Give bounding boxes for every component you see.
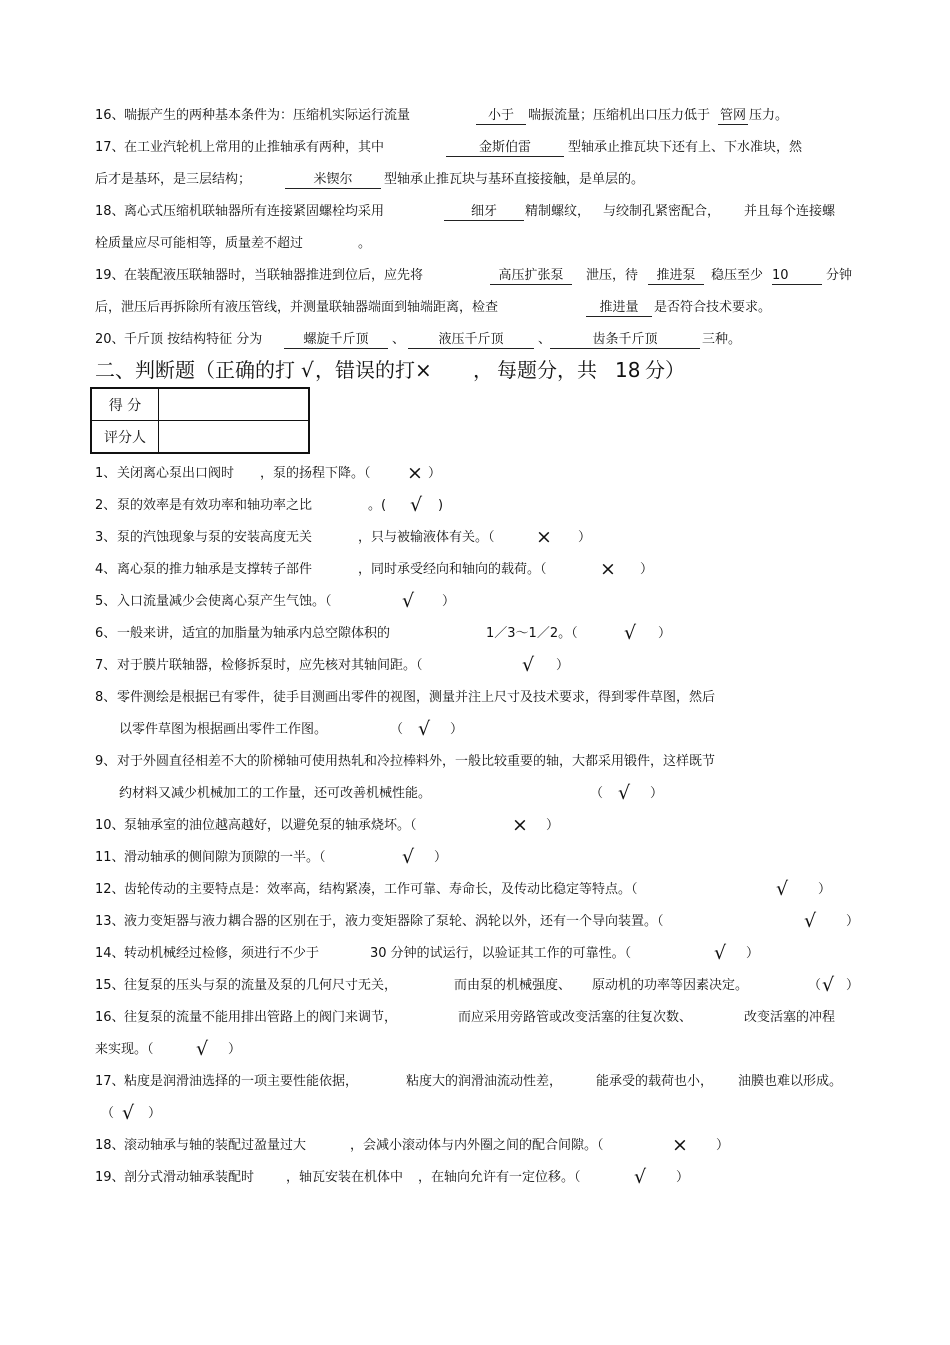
question-text: 喘振流量；压缩机出口压力低于: [528, 108, 711, 123]
question-text: 稳压至少: [711, 268, 764, 283]
grader-label: 评分人: [91, 421, 159, 454]
paren: ）: [846, 914, 860, 929]
answer-mark: √: [196, 1038, 209, 1060]
question-text: 泄压，待: [586, 268, 639, 283]
question-text: 而由泵的机械强度、: [454, 978, 572, 993]
question-text: 是否符合技术要求。: [654, 300, 772, 315]
paren: ）: [556, 658, 570, 673]
heading-text: 分）: [645, 358, 685, 382]
question-text: 栓质量应尽可能相等，质量差不超过: [95, 236, 304, 251]
question-text: 在装配液压联轴器时，当联轴器推进到位后，应先将: [124, 268, 424, 283]
answer-blank: 米锲尔: [285, 171, 381, 189]
item-number: 8、: [95, 690, 117, 705]
grader-cell: [159, 421, 310, 454]
question-text: 泵的汽蚀现象与泵的安装高度无关: [117, 530, 313, 545]
paren: （: [390, 722, 404, 737]
points: 18: [615, 358, 641, 382]
question-text: 改变活塞的冲程: [744, 1010, 836, 1025]
answer-blank: 细牙: [444, 203, 524, 221]
answer-mark: √: [776, 878, 789, 900]
answer-mark: √: [714, 942, 727, 964]
question-text: 约材料又减少机械加工的工作量，还可改善机械性能。: [119, 786, 432, 801]
paren: ）: [450, 722, 464, 737]
question-text: ，会减小滚动体与内外圈之间的配合间隙。（: [350, 1138, 604, 1153]
answer-mark: √: [402, 846, 415, 868]
paren: （: [101, 1106, 115, 1121]
question-text: 千斤顶 按结构特征 分为: [124, 332, 263, 347]
answer-blank: 推进量: [586, 299, 652, 317]
question-text: 油膜也难以形成。: [738, 1074, 843, 1089]
paren: ）: [148, 1106, 162, 1121]
answer-blank: 液压千斤顶: [408, 331, 534, 349]
question-text: 对于膜片联轴器，检修拆泵时，应先核对其轴间距。（: [117, 658, 423, 673]
paren: ): [438, 498, 444, 513]
question-text: 压力。: [749, 108, 789, 123]
item-number: 15、: [95, 978, 125, 993]
answer-mark: √: [522, 654, 535, 676]
paren: ）: [650, 786, 664, 801]
answer-mark: √: [618, 782, 631, 804]
item-number: 4、: [95, 562, 117, 577]
question-text: ，同时承受经向和轴向的载荷。（: [358, 562, 547, 577]
question-text: 往复泵的压头与泵的流量及泵的几何尺寸无关，: [124, 978, 398, 993]
answer-blank: 小于: [476, 107, 526, 125]
question-text: 型轴承止推瓦块下还有上、下水准块，然: [568, 140, 803, 155]
item-number: 11、: [95, 850, 125, 865]
question-text: 来实现。（: [95, 1042, 154, 1057]
item-number: 17、: [95, 1074, 125, 1089]
answer-mark: √: [822, 974, 835, 996]
paren: ）: [746, 946, 760, 961]
answer-mark: ×: [512, 814, 528, 836]
score-label: 得 分: [91, 388, 159, 421]
question-text: 往复泵的流量不能用排出管路上的阀门来调节，: [124, 1010, 398, 1025]
item-number: 16、: [95, 108, 125, 123]
question-text: 后，泄压后再拆除所有液压管线，并测量联轴器端面到轴端距离，检查: [95, 300, 499, 315]
paren: ）: [578, 530, 592, 545]
question-text: 入口流量减少会使离心泵产生气蚀。（: [117, 594, 332, 609]
item-number: 2、: [95, 498, 117, 513]
paren: （: [808, 978, 822, 993]
question-text: 对于外圆直径相差不大的阶梯轴可使用热轧和冷拉棒料外，一般比较重要的轴，大都采用锻件，这样既节: [117, 754, 716, 769]
answer-mark: √: [410, 494, 423, 516]
answer-blank: 金斯伯雷: [446, 139, 564, 157]
question-text: 离心泵的推力轴承是支撑转子部件: [117, 562, 313, 577]
answer-mark: ×: [407, 462, 423, 484]
answer-mark: √: [804, 910, 817, 932]
item-number: 20、: [95, 332, 125, 347]
question-text: 并且每个连接螺: [744, 204, 836, 219]
question-text: 转动机械经过检修，须进行不少于: [124, 946, 320, 961]
question-text: 30 分钟的试运行，以验证其工作的可靠性。（: [370, 946, 632, 961]
item-number: 18、: [95, 204, 125, 219]
question-text: 三种。: [702, 332, 742, 347]
question-text: 以零件草图为根据画出零件工作图。: [119, 722, 328, 737]
question-text: 精制螺纹，: [525, 204, 591, 219]
question-text: 与绞制孔紧密配合，: [603, 204, 721, 219]
answer-mark: ×: [600, 558, 616, 580]
question-text: 粘度是润滑油选择的一项主要性能依据，: [124, 1074, 359, 1089]
score-table: [90, 387, 310, 454]
question-text: 而应采用旁路管或改变活塞的往复次数、: [458, 1010, 693, 1025]
answer-mark: √: [624, 622, 637, 644]
question-text: 喘振产生的两种基本条件为：压缩机实际运行流量: [124, 108, 411, 123]
question-text: ，只与被输液体有关。（: [358, 530, 495, 545]
answer-blank: 10: [772, 267, 822, 285]
question-text: 能承受的载荷也小，: [596, 1074, 714, 1089]
question-text: 关闭离心泵出口阀时: [117, 466, 235, 481]
question-text: 原动机的功率等因素决定。: [592, 978, 749, 993]
heading-text: 二、判断题（正确的打: [95, 358, 295, 382]
paren: ）: [442, 594, 456, 609]
question-text: 一般来讲，适宜的加脂量为轴承内总空隙体积的: [117, 626, 391, 641]
question-text: 后才是基环，是三层结构；: [95, 172, 252, 187]
item-number: 19、: [95, 1170, 125, 1185]
item-number: 5、: [95, 594, 117, 609]
question-text: ，轴瓦安装在机体中: [286, 1170, 404, 1185]
heading-text: 每题分，共: [497, 358, 597, 382]
heading-text: ，: [473, 358, 493, 382]
question-text: 。: [358, 236, 372, 251]
question-text: 、: [538, 332, 552, 347]
question-text: 分钟: [826, 268, 853, 283]
item-number: 1、: [95, 466, 117, 481]
question-text: 型轴承止推瓦块与基环直接接触，是单层的。: [384, 172, 645, 187]
paren: （: [590, 786, 604, 801]
question-text: ，泵的扬程下降。（: [260, 466, 371, 481]
item-number: 16、: [95, 1010, 125, 1025]
paren: ）: [716, 1138, 730, 1153]
answer-blank: 管网: [719, 108, 746, 123]
question-text: 1／3～1／2。（: [486, 626, 578, 641]
question-text: 离心式压缩机联轴器所有连接紧固螺栓均采用: [124, 204, 385, 219]
question-text: 零件测绘是根据已有零件，徒手目测画出零件的视图，测量并注上尺寸及技术要求，得到零件草图，然后: [117, 690, 716, 705]
question-text: 泵的效率是有效功率和轴功率之比: [117, 498, 313, 513]
paren: ）: [640, 562, 654, 577]
answer-mark: √: [122, 1102, 135, 1124]
item-number: 13、: [95, 914, 125, 929]
paren: ）: [434, 850, 448, 865]
heading-text: ，错误的打×: [315, 358, 432, 382]
paren: ）: [228, 1042, 242, 1057]
paren: ）: [546, 818, 560, 833]
question-text: 滑动轴承的侧间隙为顶隙的一半。（: [124, 850, 326, 865]
question-text: 。(: [368, 498, 387, 513]
answer-mark: √: [418, 718, 431, 740]
paren: ）: [658, 626, 672, 641]
question-text: 齿轮传动的主要特点是：效率高，结构紧凑，工作可靠、寿命长，及传动比稳定等特点。（: [124, 882, 638, 897]
question-text: 粘度大的润滑油流动性差，: [406, 1074, 563, 1089]
check-mark: √: [301, 358, 314, 382]
question-text: 、: [392, 332, 406, 347]
item-number: 10、: [95, 818, 125, 833]
item-number: 6、: [95, 626, 117, 641]
item-number: 3、: [95, 530, 117, 545]
item-number: 17、: [95, 140, 125, 155]
item-number: 14、: [95, 946, 125, 961]
question-text: 泵轴承室的油位越高越好，以避免泵的轴承烧坏。（: [124, 818, 417, 833]
paren: ）: [676, 1170, 690, 1185]
answer-blank: 推进泵: [648, 267, 704, 285]
answer-blank: 螺旋千斤顶: [284, 331, 388, 349]
question-text: 剖分式滑动轴承装配时: [124, 1170, 255, 1185]
paren: ）: [428, 466, 442, 481]
paren: ）: [818, 882, 832, 897]
item-number: 18、: [95, 1138, 125, 1153]
question-text: ，在轴向允许有一定位移。（: [418, 1170, 581, 1185]
paren: ）: [846, 978, 860, 993]
question-text: 滚动轴承与轴的装配过盈量过大: [124, 1138, 307, 1153]
answer-blank: 高压扩张泵: [490, 267, 572, 285]
answer-blank: 齿条千斤顶: [550, 331, 700, 349]
item-number: 12、: [95, 882, 125, 897]
item-number: 7、: [95, 658, 117, 673]
question-text: 液力变矩器与液力耦合器的区别在于，液力变矩器除了泵轮、涡轮以外，还有一个导向装置。（: [124, 914, 664, 929]
score-cell: [159, 388, 310, 421]
answer-mark: √: [634, 1166, 647, 1188]
answer-mark: ×: [672, 1134, 688, 1156]
answer-mark: √: [402, 590, 415, 612]
item-number: 19、: [95, 268, 125, 283]
answer-mark: ×: [536, 526, 552, 548]
question-text: 在工业汽轮机上常用的止推轴承有两种，其中: [124, 140, 385, 155]
item-number: 9、: [95, 754, 117, 769]
